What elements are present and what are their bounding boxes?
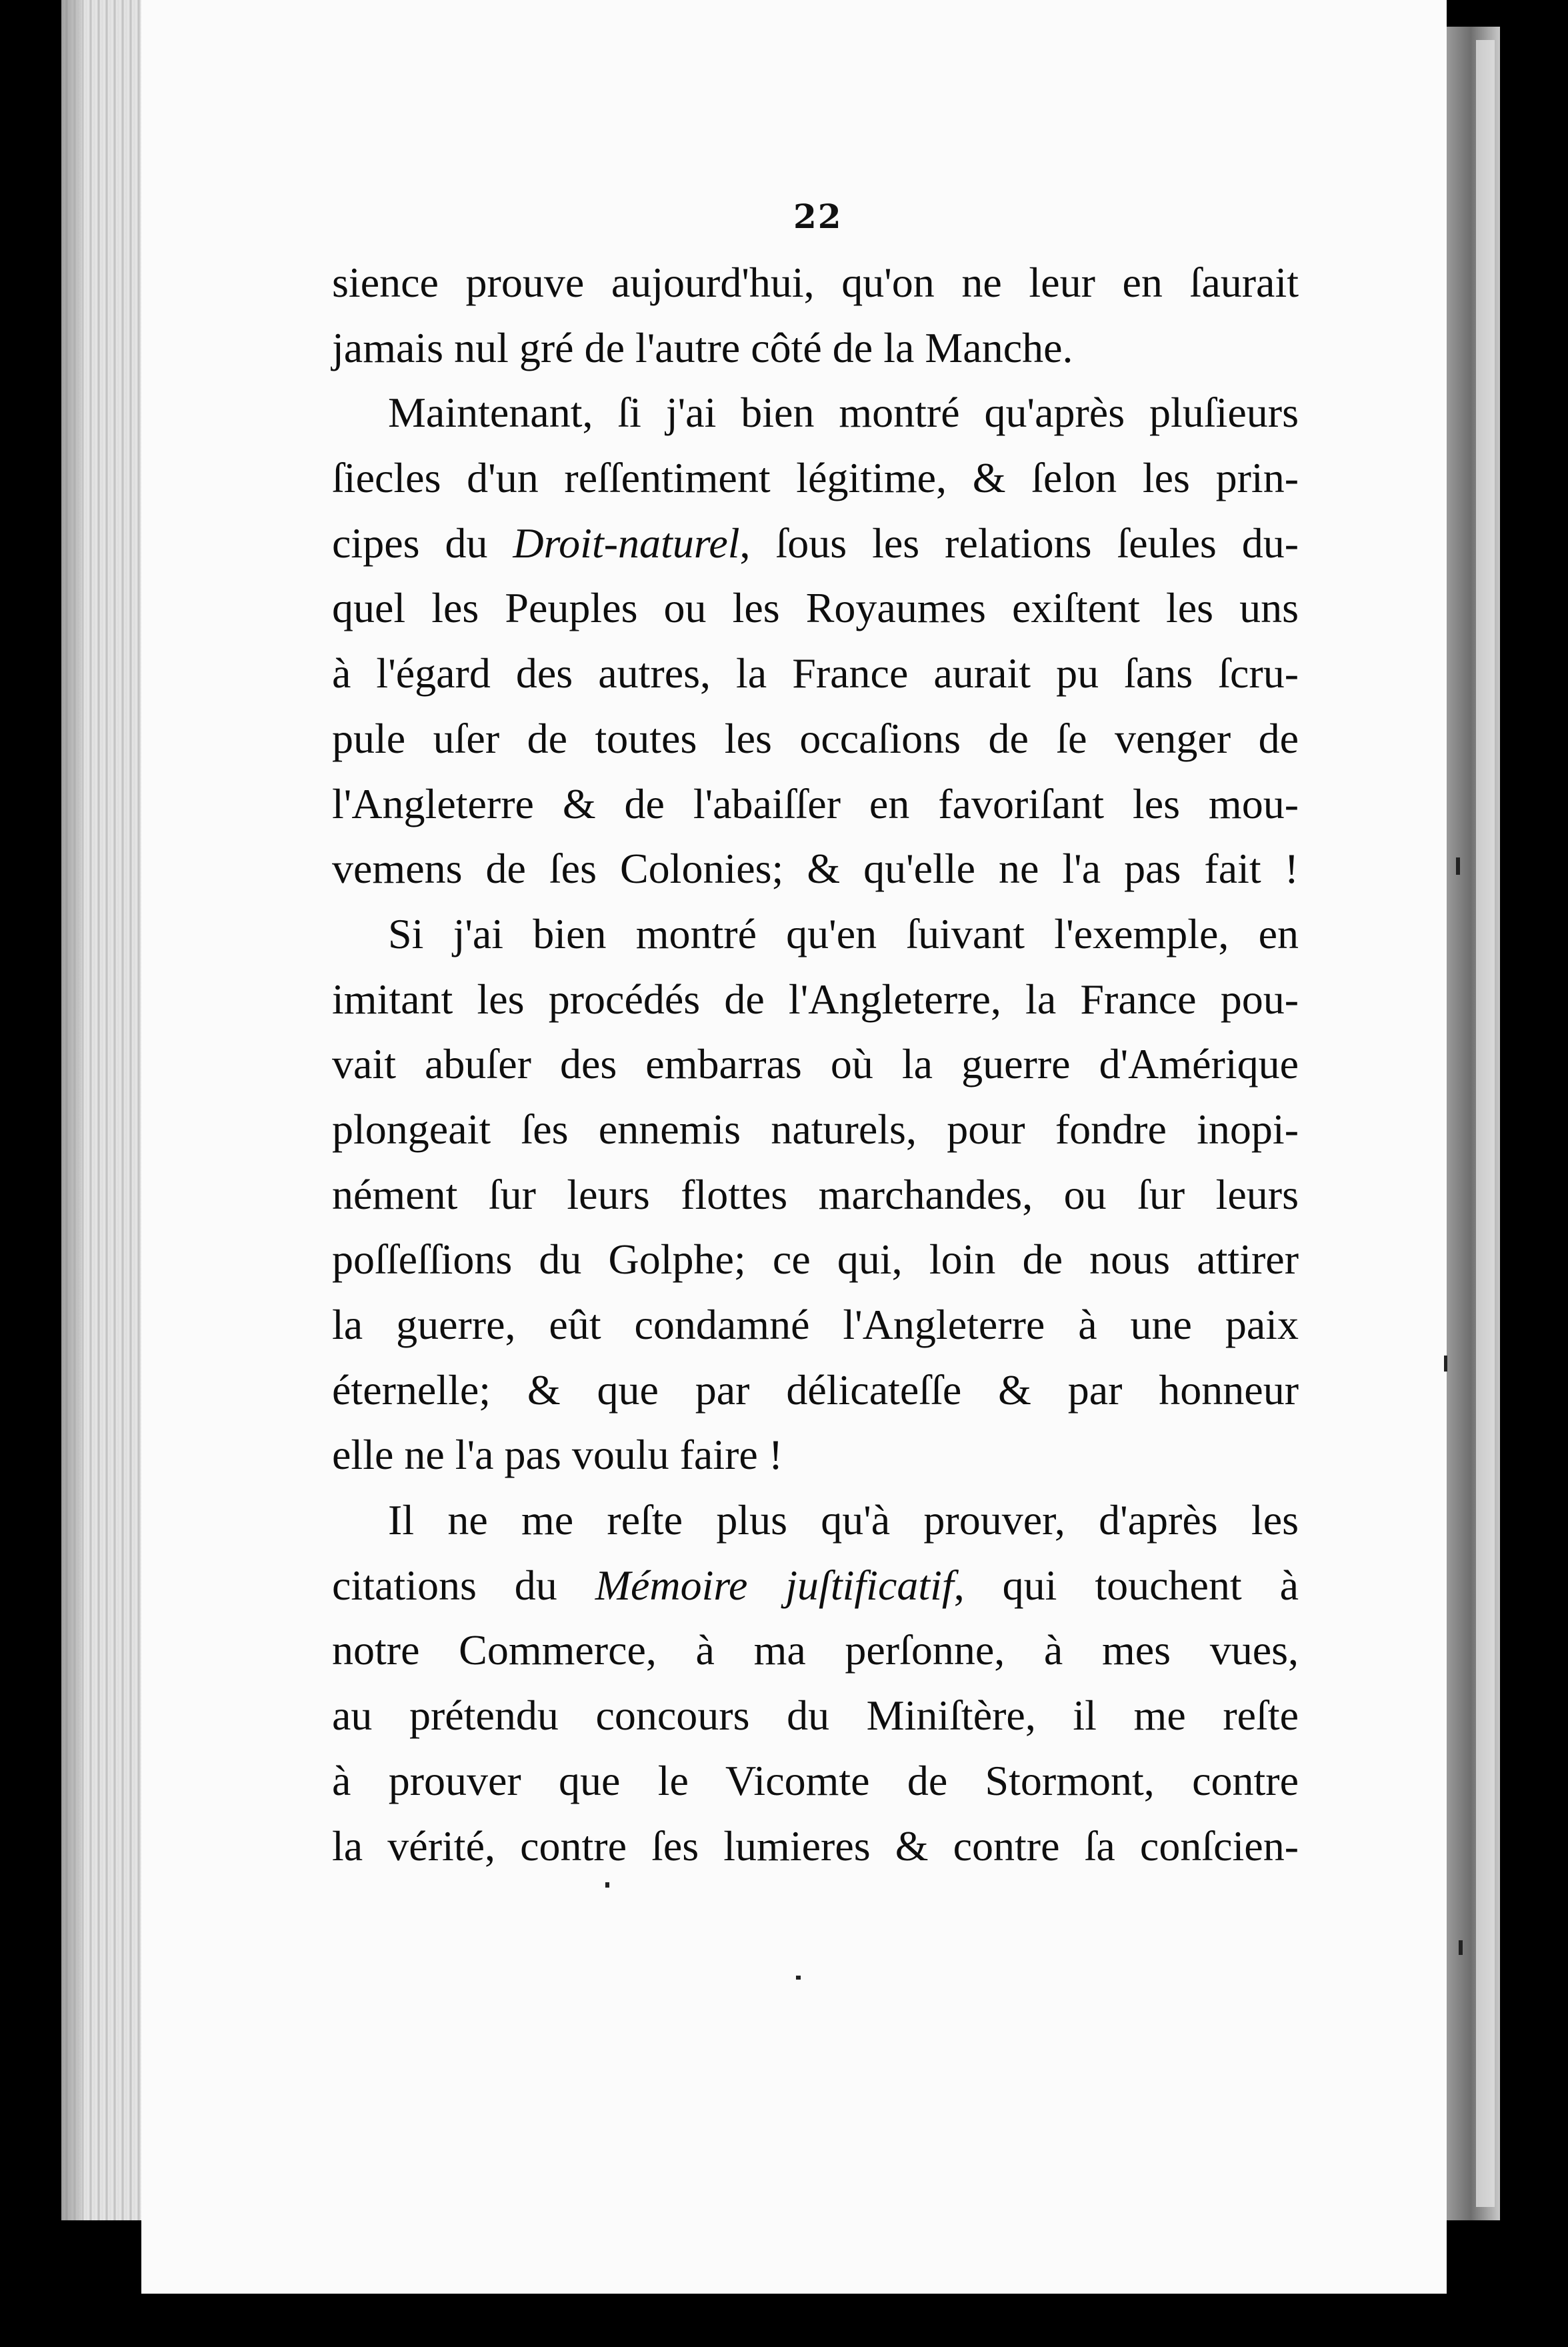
text-line: cipes du Droit-naturel, ſous les relations ſeules du-: [332, 519, 1299, 567]
text-line: l'Angleterre & de l'abaiſſer en favoriſant les mou-: [332, 779, 1299, 827]
text-line: jamais nul gré de l'autre côté de la Manche.: [332, 323, 1073, 371]
text-line: éternelle; & que par délicateſſe & par honneur: [332, 1366, 1299, 1414]
page-number: 22: [793, 197, 843, 236]
text-line: Si j'ai bien montré qu'en ſuivant l'exemple, en: [388, 909, 1299, 957]
text-line: vait abuſer des embarras où la guerre d'Amérique: [332, 1040, 1299, 1088]
right-gutter-highlight: [1476, 40, 1495, 2207]
text-line: à prouver que le Vicomte de Stormont, contre: [332, 1756, 1299, 1804]
italic-term: Droit-naturel: [513, 519, 740, 567]
text-line: notre Commerce, à ma perſonne, à mes vues,: [332, 1626, 1299, 1674]
scan-speck: [1459, 1940, 1463, 1955]
left-edge-shadow: [61, 0, 81, 2220]
text-line: vemens de ſes Colonies; & qu'elle ne l'a pas fait !: [332, 845, 1299, 893]
text-line: pule uſer de toutes les occaſions de ſe venger de: [332, 714, 1299, 762]
text-line: la guerre, eût condamné l'Angleterre à une paix: [332, 1301, 1299, 1348]
text-line: imitant les procédés de l'Angleterre, la France pou-: [332, 975, 1299, 1023]
text-line: ſiecles d'un reſſentiment légitime, & ſelon les prin-: [332, 454, 1299, 502]
scan-speck: [605, 1882, 609, 1888]
text-line: elle ne l'a pas voulu faire !: [332, 1431, 783, 1479]
text-line: à l'égard des autres, la France aurait pu ſans ſcru-: [332, 649, 1299, 697]
text-line: Il ne me reſte plus qu'à prouver, d'après les: [388, 1496, 1299, 1544]
text-line: poſſeſſions du Golphe; ce qui, loin de nous attirer: [332, 1236, 1299, 1284]
scan-speck: [1444, 1356, 1447, 1372]
text-line: citations du Mémoire juſtificatif, qui touchent à: [332, 1561, 1299, 1609]
text-line: quel les Peuples ou les Royaumes exiſtent les uns: [332, 584, 1299, 632]
text-line: la vérité, contre ſes lumieres & contre ſa conſcien-: [332, 1822, 1299, 1870]
scan-speck: [796, 1976, 801, 1980]
italic-term: Mémoire juſtificatif: [595, 1561, 954, 1609]
text-line: Maintenant, ſi j'ai bien montré qu'après pluſieurs: [388, 389, 1299, 437]
text-line: plongeait ſes ennemis naturels, pour fondre inopi-: [332, 1105, 1299, 1153]
text-line: sience prouve aujourd'hui, qu'on ne leur en ſaurait: [332, 259, 1299, 306]
text-line: au prétendu concours du Miniſtère, il me reſte: [332, 1692, 1299, 1740]
body-text: [332, 250, 1299, 1878]
scan-speck: [1456, 857, 1460, 875]
text-line: nément ſur leurs flottes marchandes, ou ſur leurs: [332, 1170, 1299, 1218]
